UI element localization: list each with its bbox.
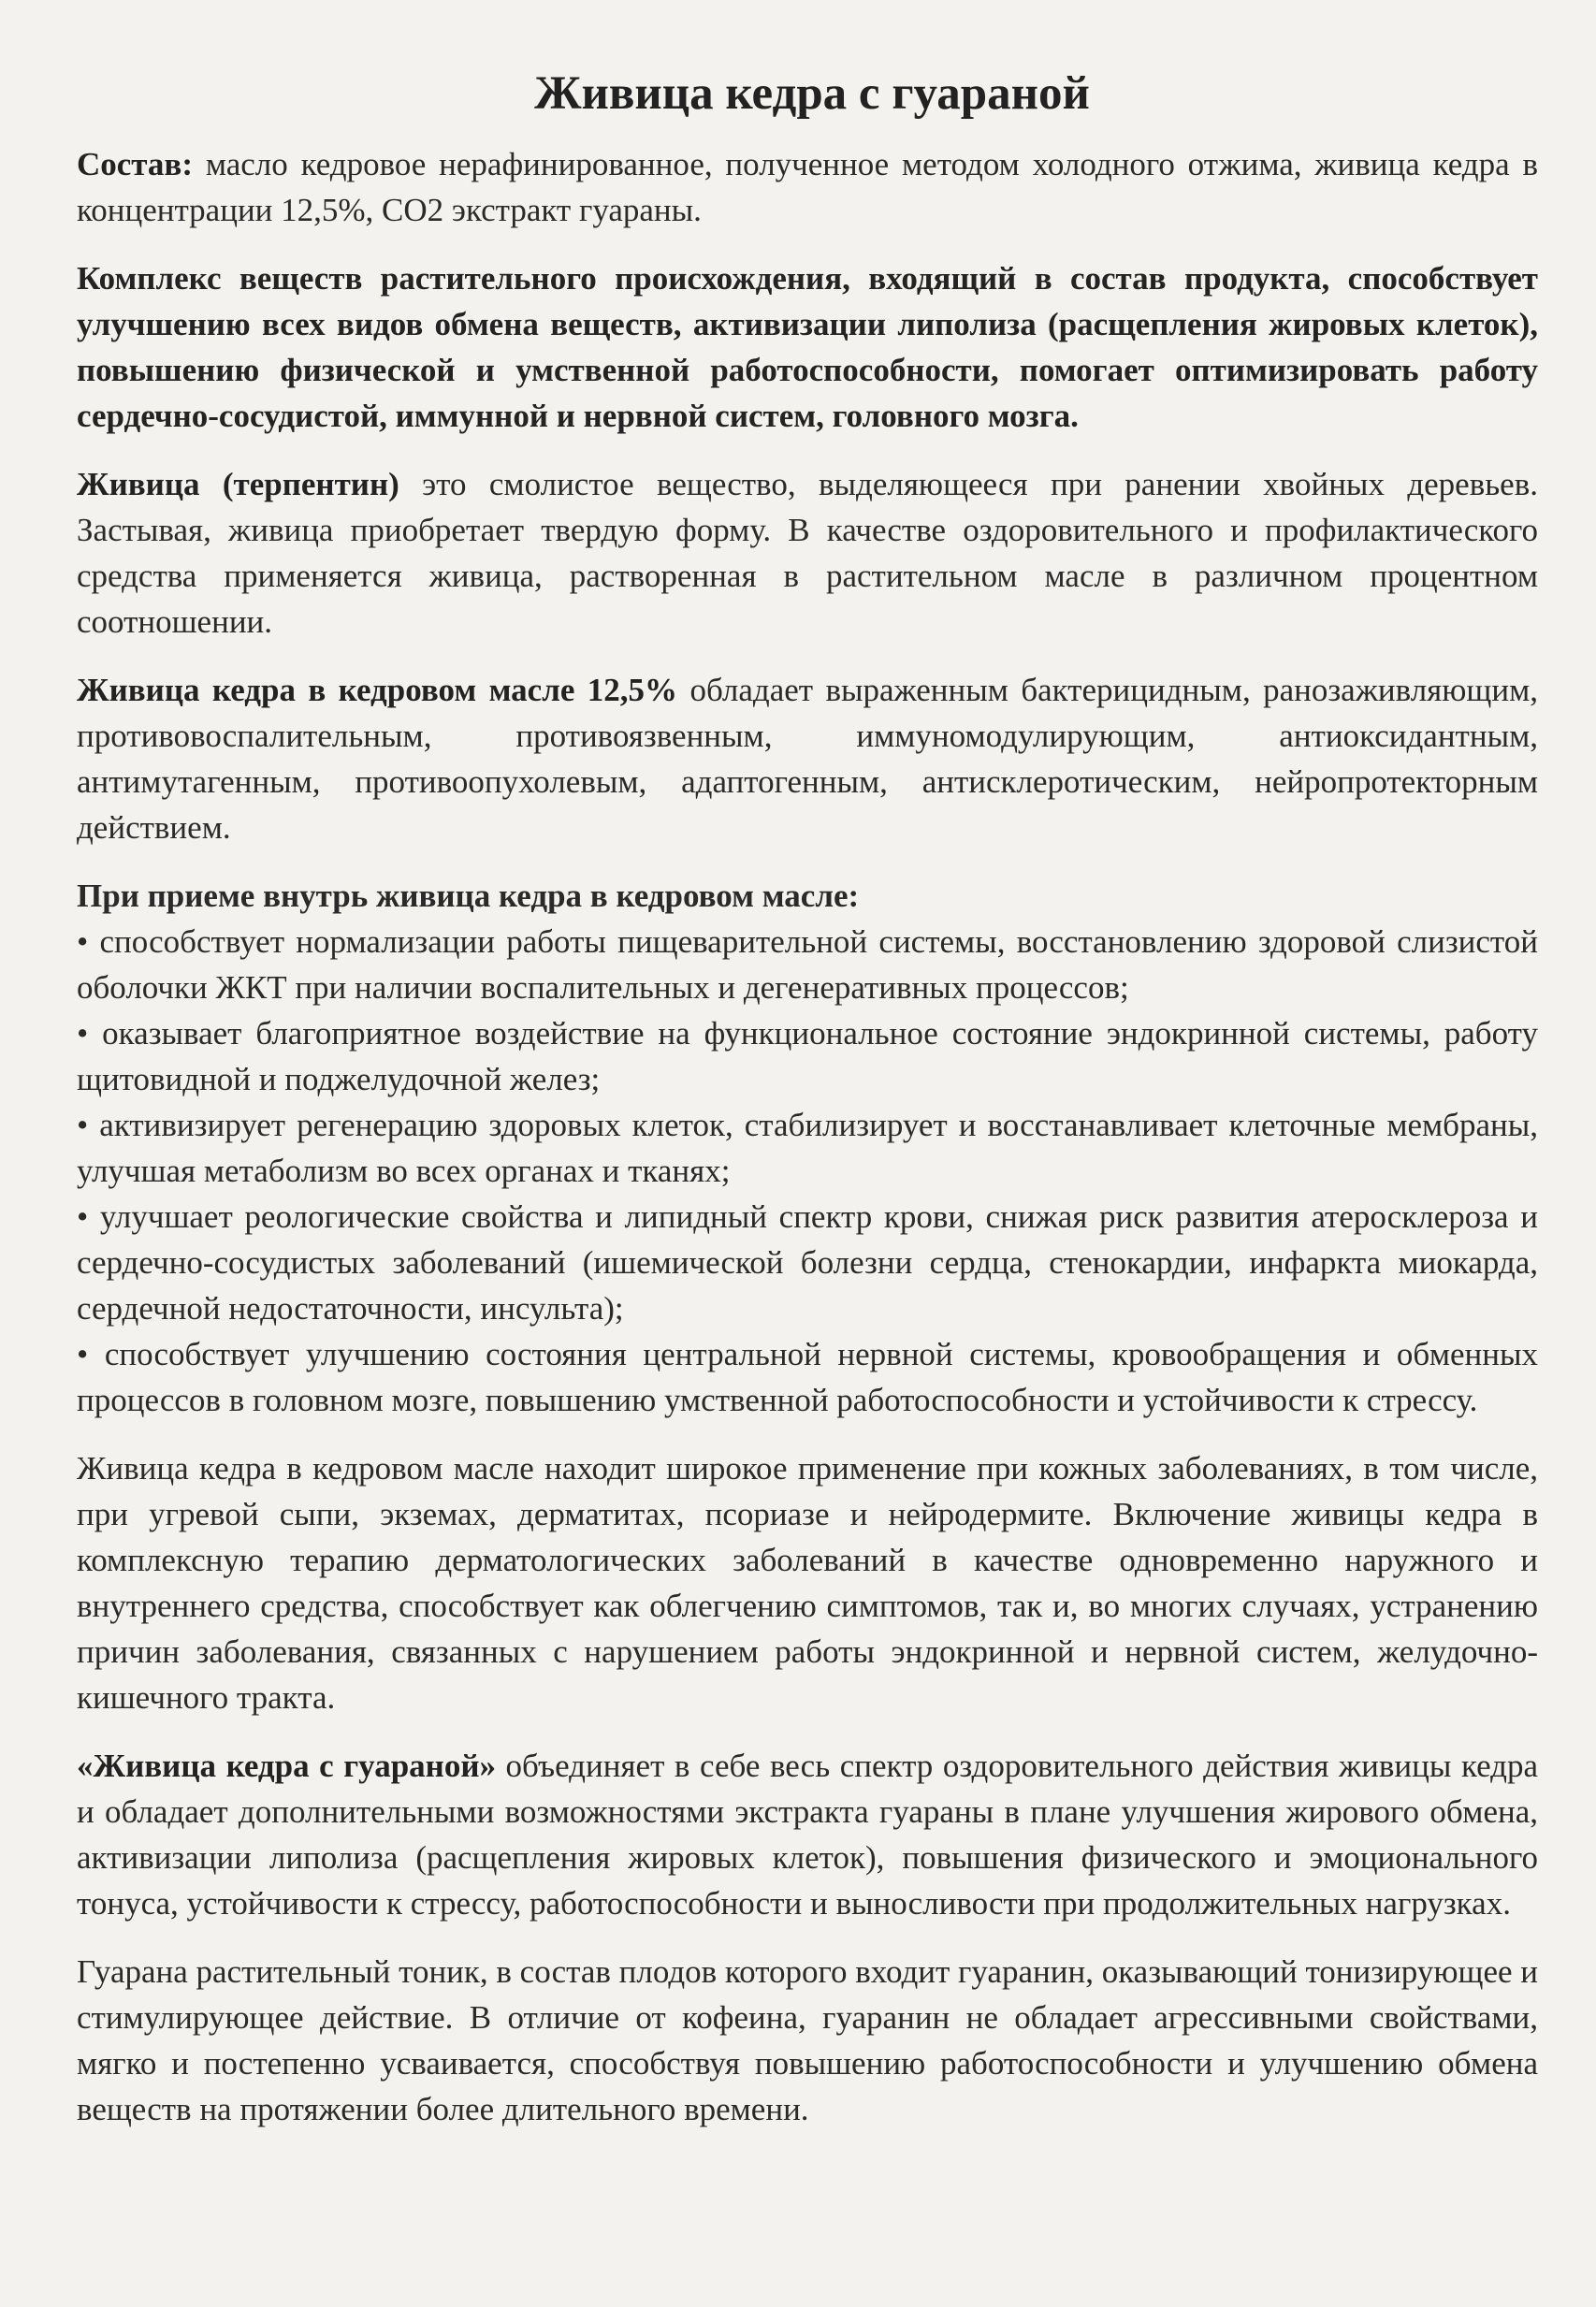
guarana-paragraph: Гуарана растительный тоник, в состав плодов которого входит гуаранин, оказывающий тонизирующее и стимулирующее действие. В отличие от кофеина, гуаранин не обладает агрессивными свойствами, мягко и постепенно усваивается, способствуя повышению работоспособности и улучшению обмена веществ на протяжении более длительного времени. [77,1953,1538,2128]
list-item: • активизирует регенерацию здоровых клеток, стабилизирует и восстанавливает клеточные мембраны, улучшая метаболизм во всех органах и тканях; [77,1107,1538,1190]
guarana-product-paragraph [77,1743,1538,1926]
list-item: • способствует улучшению состояния центральной нервной системы, кровообращения и обменных процессов в головном мозге, повышению умственной работоспособности и устойчивости к стрессу. [77,1336,1538,1419]
document-title: Живица кедра с гуараной [534,67,1090,120]
terpentine-paragraph [77,461,1538,645]
complex-paragraph: Комплекс веществ растительного происхождения, входящий в состав продукта, способствует улучшению всех видов обмена веществ, активизации липолиза (расщепления жировых клеток), повышению физической и умственной работоспособности, помогает оптимизировать работу сердечно-сосудистой, иммунной и нервной систем, головного мозга. [77,260,1538,435]
composition-text: масло кедровое нерафинированное, полученное методом холодного отжима, живица кедра в концентрации 12,5%, СО2 экстракт гуараны. [77,146,1538,229]
skin-paragraph: Живица кедра в кедровом масле находит широкое применение при кожных заболеваниях, в том числе, при угревой сыпи, экземах, дерматитах, псориазе и нейродермите. Включение живицы кедра в комплексную терапию дерматологических заболеваний в качестве одновременно наружного и внутреннего средства, способствует как облегчению симптомов, так и, во многих случаях, устранению причин заболевания, связанных с нарушением работы эндокринной и нервной систем, желудочно-кишечного тракта. [77,1450,1538,1717]
list-item: • способствует нормализации работы пищеварительной системы, восстановлению здоровой слизистой оболочки ЖКТ при наличии воспалительных и дегенеративных процессов; [77,923,1538,1007]
list-item: • оказывает благоприятное воздействие на функциональное состояние эндокринной системы, работу щитовидной и поджелудочной желез; [77,1015,1538,1098]
concentration-paragraph [77,667,1538,850]
guarana-product-label: «Живица кедра с гуараной» [77,1748,496,1785]
internal-use-section [77,873,1538,1423]
concentration-text: обладает выраженным бактерицидным, ранозаживляющим, противовоспалительным, противоязвенным, иммуномодулирующим, антиоксидантным, антимутагенным, противоопухолевым, адаптогенным, антисклеротическим, нейропротекторным действием. [77,672,1538,847]
composition-paragraph [77,141,1538,233]
composition-label: Состав: [77,146,193,183]
concentration-label: Живица кедра в кедровом масле 12,5% [77,672,678,709]
list-item: • улучшает реологические свойства и липидный спектр крови, снижая риск развития атеросклероза и сердечно-сосудистых заболеваний (ишемической болезни сердца, стенокардии, инфаркта миокарда, сердечной недостаточности, инсульта); [77,1198,1538,1328]
terpentine-label: Живица (терпентин) [77,466,399,503]
guarana-product-text: объединяет в себе весь спектр оздоровительного действия живицы кедра и обладает дополнительными возможностями экстракта гуараны в плане улучшения жирового обмена, активизации липолиза (расщепления жировых клеток), повышения физического и эмоционального тонуса, устойчивости к стрессу, работоспособности и выносливости при продолжительных нагрузках. [77,1748,1538,1922]
internal-use-heading: При приеме внутрь живица кедра в кедровом масле: [77,878,860,915]
terpentine-text: это смолистое вещество, выделяющееся при ранении хвойных деревьев. Застывая, живица приобретает твердую форму. В качестве оздоровительного и профилактического средства применяется живица, растворенная в растительном масле в различном процентном соотношении. [77,466,1538,641]
